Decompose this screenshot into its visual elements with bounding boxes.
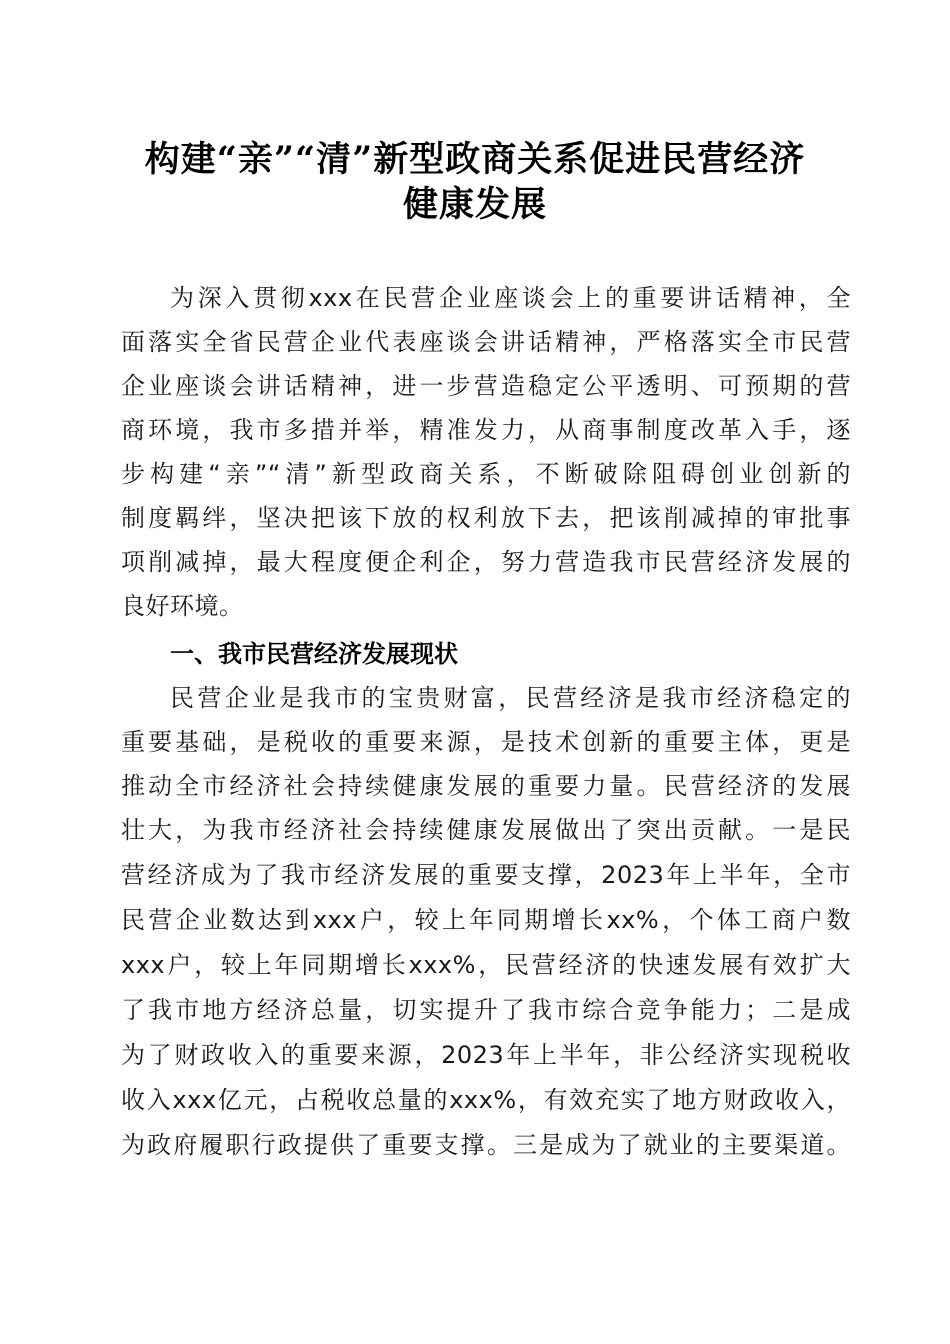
paragraph-line: 营经济成为了我市经济发展的重要支撑，2023年上半年，全市 xyxy=(121,861,851,889)
paragraph-line: 壮大，为我市经济社会持续健康发展做出了突出贡献。一是民 xyxy=(121,816,851,844)
paragraph-line: xxx户，较上年同期增长xxx%，民营经济的快速发展有效扩大 xyxy=(121,951,851,979)
paragraph-line: 民营企业是我市的宝贵财富，民营经济是我市经济稳定的 xyxy=(170,684,851,712)
paragraph-line: 项削减掉，最大程度便企利企，努力营造我市民营经济发展的 xyxy=(121,548,851,576)
paragraph-line: 制度羁绊，坚决把该下放的权利放下去，把该削减掉的审批事 xyxy=(121,504,851,532)
paragraph-line: 推动全市经济社会持续健康发展的重要力量。民营经济的发展 xyxy=(121,772,851,800)
paragraph-line: 企业座谈会讲话精神，进一步营造稳定公平透明、可预期的营 xyxy=(121,372,851,400)
document-title-line-1: 构建“亲”“清”新型政商关系促进民营经济 xyxy=(144,139,806,180)
paragraph-line: 面落实全省民营企业代表座谈会讲话精神，严格落实全市民营 xyxy=(121,328,851,356)
paragraph-line: 步构建“亲”“清”新型政商关系，不断破除阻碍创业创新的 xyxy=(121,460,851,488)
paragraph-line: 为了财政收入的重要来源，2023年上半年，非公经济实现税收 xyxy=(121,1041,851,1069)
paragraph-line: 商环境，我市多措并举，精准发力，从商事制度改革入手，逐 xyxy=(121,416,851,444)
paragraph-line: 民营企业数达到xxx户，较上年同期增长xx%，个体工商户数 xyxy=(121,906,851,934)
document-title-line-2: 健康发展 xyxy=(402,184,547,225)
paragraph-line: 了我市地方经济总量，切实提升了我市综合竞争能力；二是成 xyxy=(121,996,851,1024)
section-heading: 一、我市民营经济发展现状 xyxy=(170,640,458,668)
paragraph-line: 为政府履职行政提供了重要支撑。三是成为了就业的主要渠道。 xyxy=(121,1131,851,1159)
paragraph-line: 重要基础，是税收的重要来源，是技术创新的重要主体，更是 xyxy=(121,728,851,756)
paragraph-line: 良好环境。 xyxy=(121,592,244,620)
paragraph-line: 为深入贯彻xxx在民营企业座谈会上的重要讲话精神，全 xyxy=(170,284,851,312)
paragraph-line: 收入xxx亿元，占税收总量的xxx%，有效充实了地方财政收入， xyxy=(121,1086,851,1114)
